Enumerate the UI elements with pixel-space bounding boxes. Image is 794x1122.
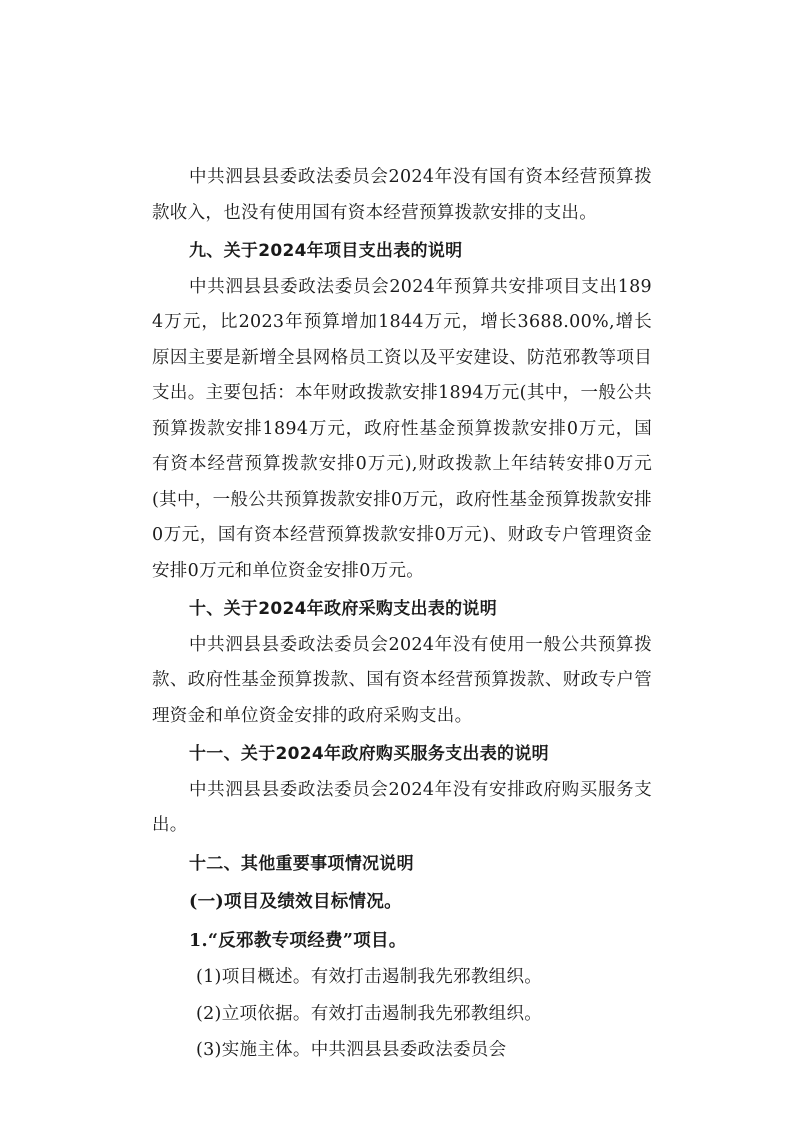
paragraph-project-expenditure: 中共泗县县委政法委员会2024年预算共安排项目支出1894万元，比2023年预算增加1844万元，增长3688.00%,增长原因主要是新增全县网格员工资以及平安建设、防范邪教等项目支出。主要包括：本年财政拨款安排1894万元(其中，一般公共预算拨款安排1894万元，政府性基金预算拨款安排0万元，国有资本经营预算拨款安排0万元),财政拨款上年结转安排0万元(其中，一般公共预算拨款安排0万元，政府性基金预算拨款安排0万元，国有资本经营预算拨款安排0万元)、财政专户管理资金安排0万元和单位资金安排0万元。 [152,276,652,581]
paragraph-government-procurement: 中共泗县县委政法委员会2024年没有使用一般公共预算拨款、政府性基金预算拨款、国有资本经营预算拨款、财政专户管理资金和单位资金安排的政府采购支出。 [152,634,652,726]
heading-other-matters: 十二、其他重要事项情况说明 [189,853,414,874]
subheading-anti-cult-project: 1.“反邪教专项经费”项目。 [189,930,407,951]
heading-government-procurement: 十、关于2024年政府采购支出表的说明 [189,599,498,619]
heading-project-expenditure: 九、关于2024年项目支出表的说明 [189,241,463,261]
paragraph-state-capital-budget: 中共泗县县委政法委员会2024年没有国有资本经营预算拨款收入，也没有使用国有资本经营预算拨款安排的支出。 [152,167,652,223]
item-implementing-body: (3)实施主体。中共泗县县委政法委员会 [196,1040,507,1060]
subheading-project-goals: (一)项目及绩效目标情况。 [189,892,402,912]
document-body [152,160,652,1069]
item-project-basis: (2)立项依据。有效打击遏制我先邪教组织。 [196,1003,543,1024]
item-project-overview: (1)项目概述。有效打击遏制我先邪教组织。 [196,967,543,987]
heading-purchase-services: 十一、关于2024年政府购买服务支出表的说明 [189,744,549,764]
paragraph-purchase-services: 中共泗县县委政法委员会2024年没有安排政府购买服务支出。 [152,779,652,835]
